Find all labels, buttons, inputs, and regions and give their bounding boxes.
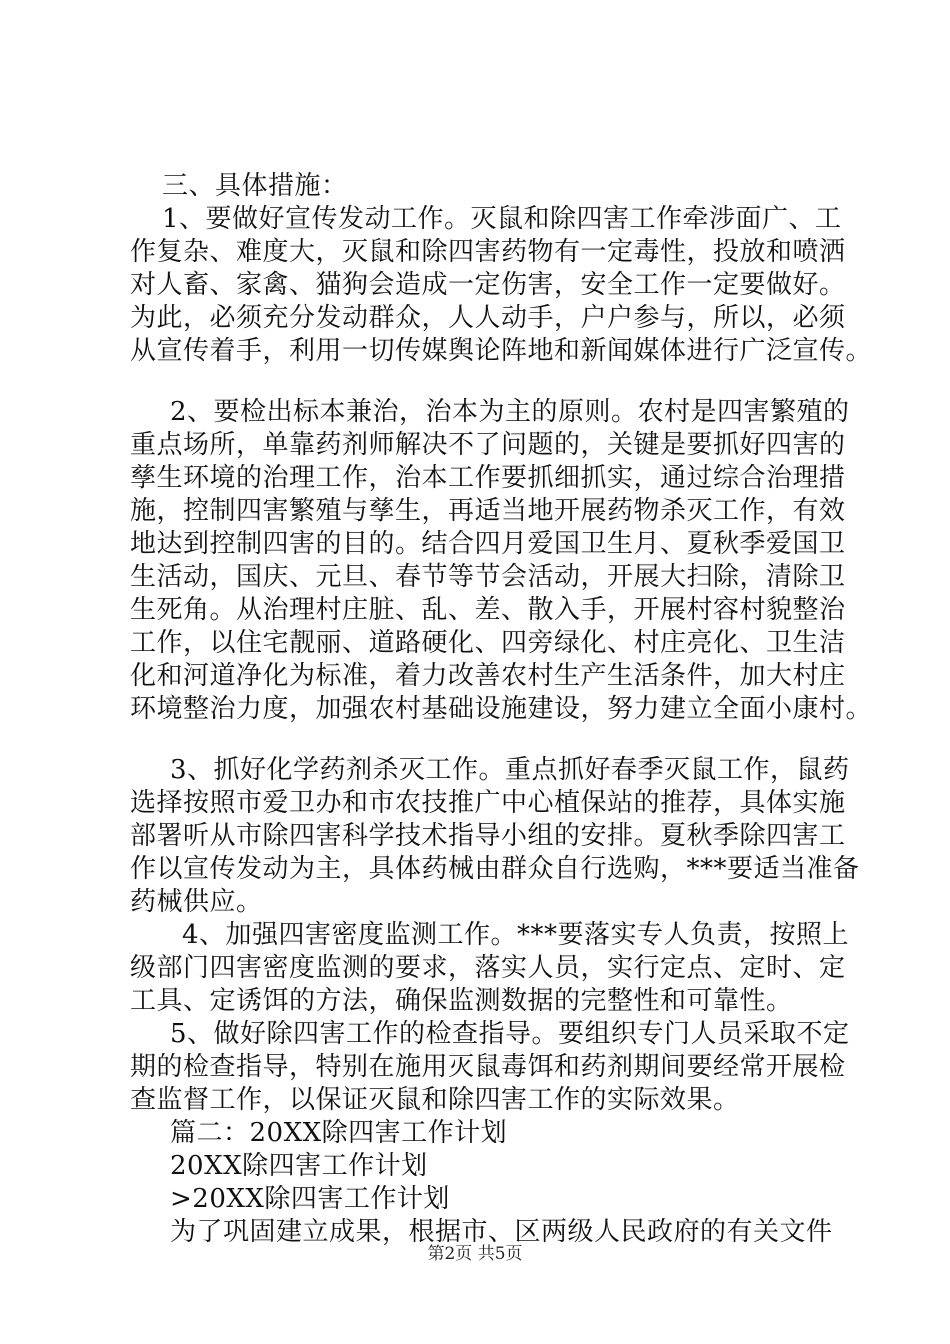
paragraph-line: 1、要做好宣传发动工作。灭鼠和除四害工作牵涉面广、工: [162, 204, 842, 234]
paragraph-line: 为了巩固建立成果，根据市、区两级人民政府的有关文件: [170, 1217, 833, 1247]
paragraph-line: 查监督工作，以保证灭鼠和除四害工作的实际效果。: [130, 1085, 740, 1115]
paragraph-spacer: [130, 726, 860, 754]
paragraph-line: 孳生环境的治理工作，治本工作要抓细抓实，通过综合治理措: [130, 463, 846, 493]
paragraph-line: 期的检查指导，特别在施用灭鼠毒饵和药剂期间要经常开展检: [130, 1052, 846, 1082]
paragraph-line: 部署听从市除四害科学技术指导小组的安排。夏秋季除四害工: [130, 821, 846, 851]
paragraph-line: 化和河道净化为标准，着力改善农村生产生活条件，加大村庄: [130, 661, 846, 691]
document-body: [130, 170, 873, 1249]
paragraph-line: 从宣传着手，利用一切传媒舆论阵地和新闻媒体进行广泛宣传。: [130, 336, 873, 366]
page-number-footer: 第2页 共5页: [427, 1244, 523, 1264]
paragraph-line: 生活动，国庆、元旦、春节等节会活动，开展大扫除，清除卫: [130, 562, 846, 592]
paragraph-line: 地达到控制四害的目的。结合四月爱国卫生月、夏秋季爱国卫: [130, 529, 846, 559]
heading-specific-measures: 三、具体措施：: [162, 171, 348, 201]
paragraph-line: 对人畜、家禽、猫狗会造成一定伤害，安全工作一定要做好。: [130, 270, 846, 300]
paragraph-line: 作复杂、难度大，灭鼠和除四害药物有一定毒性，投放和喷洒: [130, 237, 846, 267]
paragraph-line: 重点场所，单靠药剂师解决不了问题的，关键是要抓好四害的: [130, 430, 846, 460]
paragraph-line: 施，控制四害繁殖与孳生，再适当地开展药物杀灭工作，有效: [130, 496, 846, 526]
paragraph-line: 药械供应。: [130, 887, 263, 917]
section-title: 篇二：20XX除四害工作计划: [170, 1118, 508, 1148]
paragraph-line: 为此，必须充分发动群众，人人动手，户户参与，所以，必须: [130, 303, 846, 333]
paragraph-spacer: [130, 368, 860, 396]
paragraph-line: 工作，以住宅靓丽、道路硬化、四旁绿化、村庄亮化、卫生洁: [130, 628, 846, 658]
paragraph-line: 工具、定诱饵的方法，确保监测数据的完整性和可靠性。: [130, 986, 793, 1016]
paragraph-line: 生死角。从治理村庄脏、乱、差、散入手，开展村容村貌整治: [130, 595, 846, 625]
document-subtitle: >20XX除四害工作计划: [170, 1184, 450, 1214]
paragraph-line: 环境整治力度，加强农村基础设施建设，努力建立全面小康村。: [130, 694, 873, 724]
paragraph-line: 3、抓好化学药剂杀灭工作。重点抓好春季灭鼠工作，鼠药: [170, 755, 850, 785]
paragraph-line: 作以宣传发动为主，具体药械由群众自行选购，***要适当准备: [130, 854, 860, 884]
paragraph-line: 级部门四害密度监测的要求，落实人员，实行定点、定时、定: [130, 953, 846, 983]
paragraph-line: 选择按照市爱卫办和市农技推广中心植保站的推荐，具体实施: [130, 788, 846, 818]
document-title: 20XX除四害工作计划: [170, 1151, 428, 1181]
paragraph-line: 2、要检出标本兼治，治本为主的原则。农村是四害繁殖的: [170, 397, 850, 427]
paragraph-line: 5、做好除四害工作的检查指导。要组织专门人员采取不定: [170, 1019, 850, 1049]
paragraph-line: 4、加强四害密度监测工作。***要落实专人负责，按照上: [182, 920, 850, 950]
